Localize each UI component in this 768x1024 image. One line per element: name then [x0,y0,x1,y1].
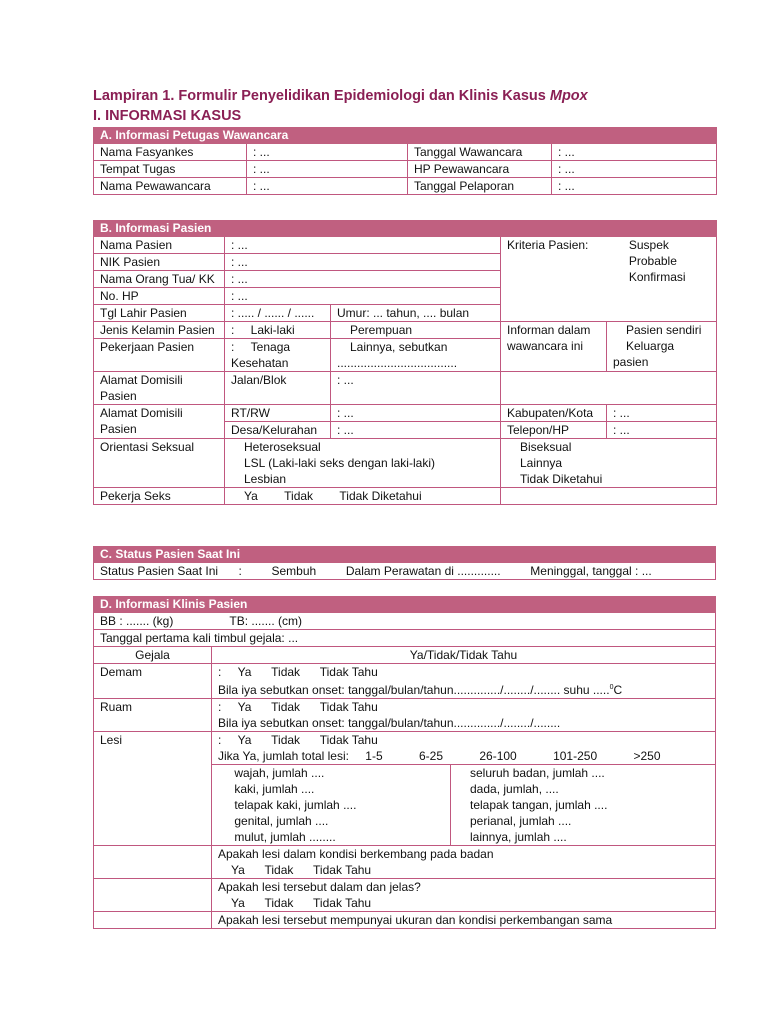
option-lainnya-orientasi[interactable]: Lainnya [520,456,563,470]
column-ya-tidak: Ya/Tidak/Tidak Tahu [212,647,716,664]
lesi-jumlah: Jika Ya, jumlah total lesi: 1-5 6-25 26-100 101-250 >250 [218,749,661,763]
option-konfirmasi[interactable]: Konfirmasi [628,270,686,284]
colon: : [239,563,253,580]
label-tanggal-wawancara: Tanggal Wawancara [408,144,552,161]
list-item[interactable]: telapak kaki, jumlah .... [234,798,357,812]
field-rt-rw[interactable]: : ... [331,405,501,422]
label-pekerja-seks: Pekerja Seks [94,488,225,505]
document-title [93,88,588,104]
label-tgl-lahir: Tgl Lahir Pasien [94,305,225,322]
field-nama-pewawancara[interactable]: : ... [247,178,408,195]
list-item[interactable]: lainnya, jumlah .... [470,830,567,844]
orientasi-options-2 [501,439,717,488]
label-jalan: Jalan/Blok [225,372,331,405]
option-probable[interactable]: Probable [628,254,677,268]
status-options [253,563,716,580]
label-lesi: Lesi [94,732,212,846]
label-nama-pasien: Nama Pasien [94,237,225,254]
option-keluarga[interactable]: Keluarga pasien [613,339,675,369]
label-desa: Desa/Kelurahan [225,422,331,439]
label-kabupaten: Kabupaten/Kota [501,405,607,422]
field-nama-ortu[interactable]: : ... [225,271,501,288]
orientasi-options [225,439,501,488]
label-alamat-1: Alamat Domisili Pasien [94,372,225,405]
option-tidak-diketahui-orientasi[interactable]: Tidak Diketahui [520,472,603,486]
list-item[interactable]: mulut, jumlah ........ [234,830,336,844]
kriteria-options [607,237,717,322]
field-tgl-lahir[interactable]: : ..... / ...... / ...... [225,305,331,322]
empty-cell [501,372,717,405]
table-petugas [93,127,717,195]
option-ya[interactable]: Ya [244,489,258,503]
field-nama-fasyankes[interactable]: : ... [247,144,408,161]
option-biseksual[interactable]: Biseksual [520,440,572,454]
label-alamat-2: Alamat Domisili Pasien [94,405,225,439]
option-tidak[interactable]: Tidak [284,489,314,503]
lesi-options: : Ya Tidak Tidak Tahu Jika Ya, jumlah total lesi: 1-5 6-25 26-100 101-250 >250 [212,732,716,765]
table-pasien [93,220,717,505]
label-tanggal-pelaporan: Tanggal Pelaporan [408,178,552,195]
option-lainnya-pekerjaan[interactable]: Lainnya, sebutkan .................................... [331,339,501,372]
field-no-hp[interactable]: : ... [225,288,501,305]
field-tempat-tugas[interactable]: : ... [247,161,408,178]
label-ruam: Ruam [94,699,212,732]
section-b-header: B. Informasi Pasien [94,221,717,237]
option-tidak-diketahui[interactable]: Tidak Diketahui [339,489,422,503]
title-italic: Mpox [549,88,588,104]
table-klinis [93,596,716,929]
option-dalam-perawatan[interactable]: Dalam Perawatan di ............. [345,564,501,578]
option-suspek[interactable]: Suspek [628,238,669,252]
option-meninggal[interactable]: Meninggal, tanggal : ... [530,564,652,578]
empty-cell [501,488,717,505]
label-orientasi: Orientasi Seksual [94,439,225,488]
option-lesbian[interactable]: Lesbian [244,472,287,486]
section-d-header: D. Informasi Klinis Pasien [94,597,716,613]
field-kabupaten[interactable]: : ... [607,405,717,422]
empty-cell [94,879,212,912]
question-lesi-dalam: Apakah lesi tersebut dalam dan jelas? Ya Tidak Tidak Tahu [212,879,716,912]
question-lesi-berkembang: Apakah lesi dalam kondisi berkembang pada badan Ya Tidak Tidak Tahu [212,846,716,879]
label-nama-fasyankes: Nama Fasyankes [94,144,247,161]
label-hp-pewawancara: HP Pewawancara [408,161,552,178]
field-tanggal-gejala[interactable]: Tanggal pertama kali timbul gejala: ... [94,630,716,647]
column-gejala: Gejala [94,647,212,664]
empty-cell [94,912,212,929]
option-lsl[interactable]: LSL (Laki-laki seks dengan laki-laki) [244,456,435,470]
label-nama-ortu: Nama Orang Tua/ KK [94,271,225,288]
label-nama-pewawancara: Nama Pewawancara [94,178,247,195]
list-item[interactable]: perianal, jumlah .... [470,814,572,828]
option-pasien-sendiri[interactable]: Pasien sendiri [626,323,702,337]
field-nama-pasien[interactable]: : ... [225,237,501,254]
option-laki-laki[interactable]: : Laki-laki [225,322,331,339]
lesi-lokasi-kanan [451,765,716,846]
demam-options: : Ya Tidak Tidak Tahu Bila iya sebutkan onset: tanggal/bulan/tahun............../......../........ suhu .....$^0$C [212,664,716,699]
ruam-options: : Ya Tidak Tidak Tahu Bila iya sebutkan onset: tanggal/bulan/tahun............../......../........ [212,699,716,732]
label-status-pasien: Status Pasien Saat Ini [94,563,239,580]
table-status [93,546,716,580]
field-tanggal-pelaporan[interactable]: : ... [552,178,717,195]
label-rt-rw: RT/RW [225,405,331,422]
field-umur[interactable]: Umur: ... tahun, .... bulan [331,305,501,322]
option-tenaga-kesehatan[interactable]: : Tenaga Kesehatan [225,339,331,372]
field-nik[interactable]: : ... [225,254,501,271]
section-a-header: A. Informasi Petugas Wawancara [94,128,717,144]
option-heteroseksual[interactable]: Heteroseksual [244,440,321,454]
label-informan: Informan dalam wawancara ini [501,322,607,372]
empty-cell [94,846,212,879]
label-demam: Demam [94,664,212,699]
field-tanggal-wawancara[interactable]: : ... [552,144,717,161]
field-bb-tb[interactable]: BB : ....... (kg) TB: ....... (cm) [94,613,716,630]
list-item[interactable]: seluruh badan, jumlah .... [470,766,605,780]
section-title: I. INFORMASI KASUS [93,108,242,124]
field-hp-pewawancara[interactable]: : ... [552,161,717,178]
label-pekerjaan: Pekerjaan Pasien [94,339,225,372]
option-perempuan[interactable]: Perempuan [331,322,501,339]
question-lesi-ukuran: Apakah lesi tersebut mempunyai ukuran dan kondisi perkembangan sama [212,912,716,929]
label-no-hp: No. HP [94,288,225,305]
informan-options [607,322,717,372]
pekerja-seks-options [225,488,501,505]
option-sembuh[interactable]: Sembuh [271,564,317,578]
list-item[interactable]: telapak tangan, jumlah .... [470,798,608,812]
label-nik: NIK Pasien [94,254,225,271]
title-text: Lampiran 1. Formulir Penyelidikan Epidemiologi dan Klinis Kasus [93,88,550,104]
list-item[interactable]: dada, jumlah, .... [470,782,559,796]
lesi-lokasi-kiri [212,765,451,846]
ruam-onset[interactable]: Bila iya sebutkan onset: tanggal/bulan/tahun............../......../........ [218,716,561,730]
label-telepon: Telepon/HP [501,422,607,439]
label-tempat-tugas: Tempat Tugas [94,161,247,178]
field-telepon[interactable]: : ... [607,422,717,439]
list-item[interactable]: wajah, jumlah .... [234,766,325,780]
list-item[interactable]: kaki, jumlah .... [234,782,315,796]
label-jenis-kelamin: Jenis Kelamin Pasien [94,322,225,339]
label-kriteria-pasien: Kriteria Pasien: [501,237,607,322]
demam-onset[interactable]: Bila iya sebutkan onset: tanggal/bulan/tahun............../......../........ suhu .....$^0$C [218,683,623,697]
section-c-header: C. Status Pasien Saat Ini [94,547,716,563]
field-jalan[interactable]: : ... [331,372,501,405]
list-item[interactable]: genital, jumlah .... [234,814,329,828]
blank-line: .................................... [337,356,458,370]
field-desa[interactable]: : ... [331,422,501,439]
